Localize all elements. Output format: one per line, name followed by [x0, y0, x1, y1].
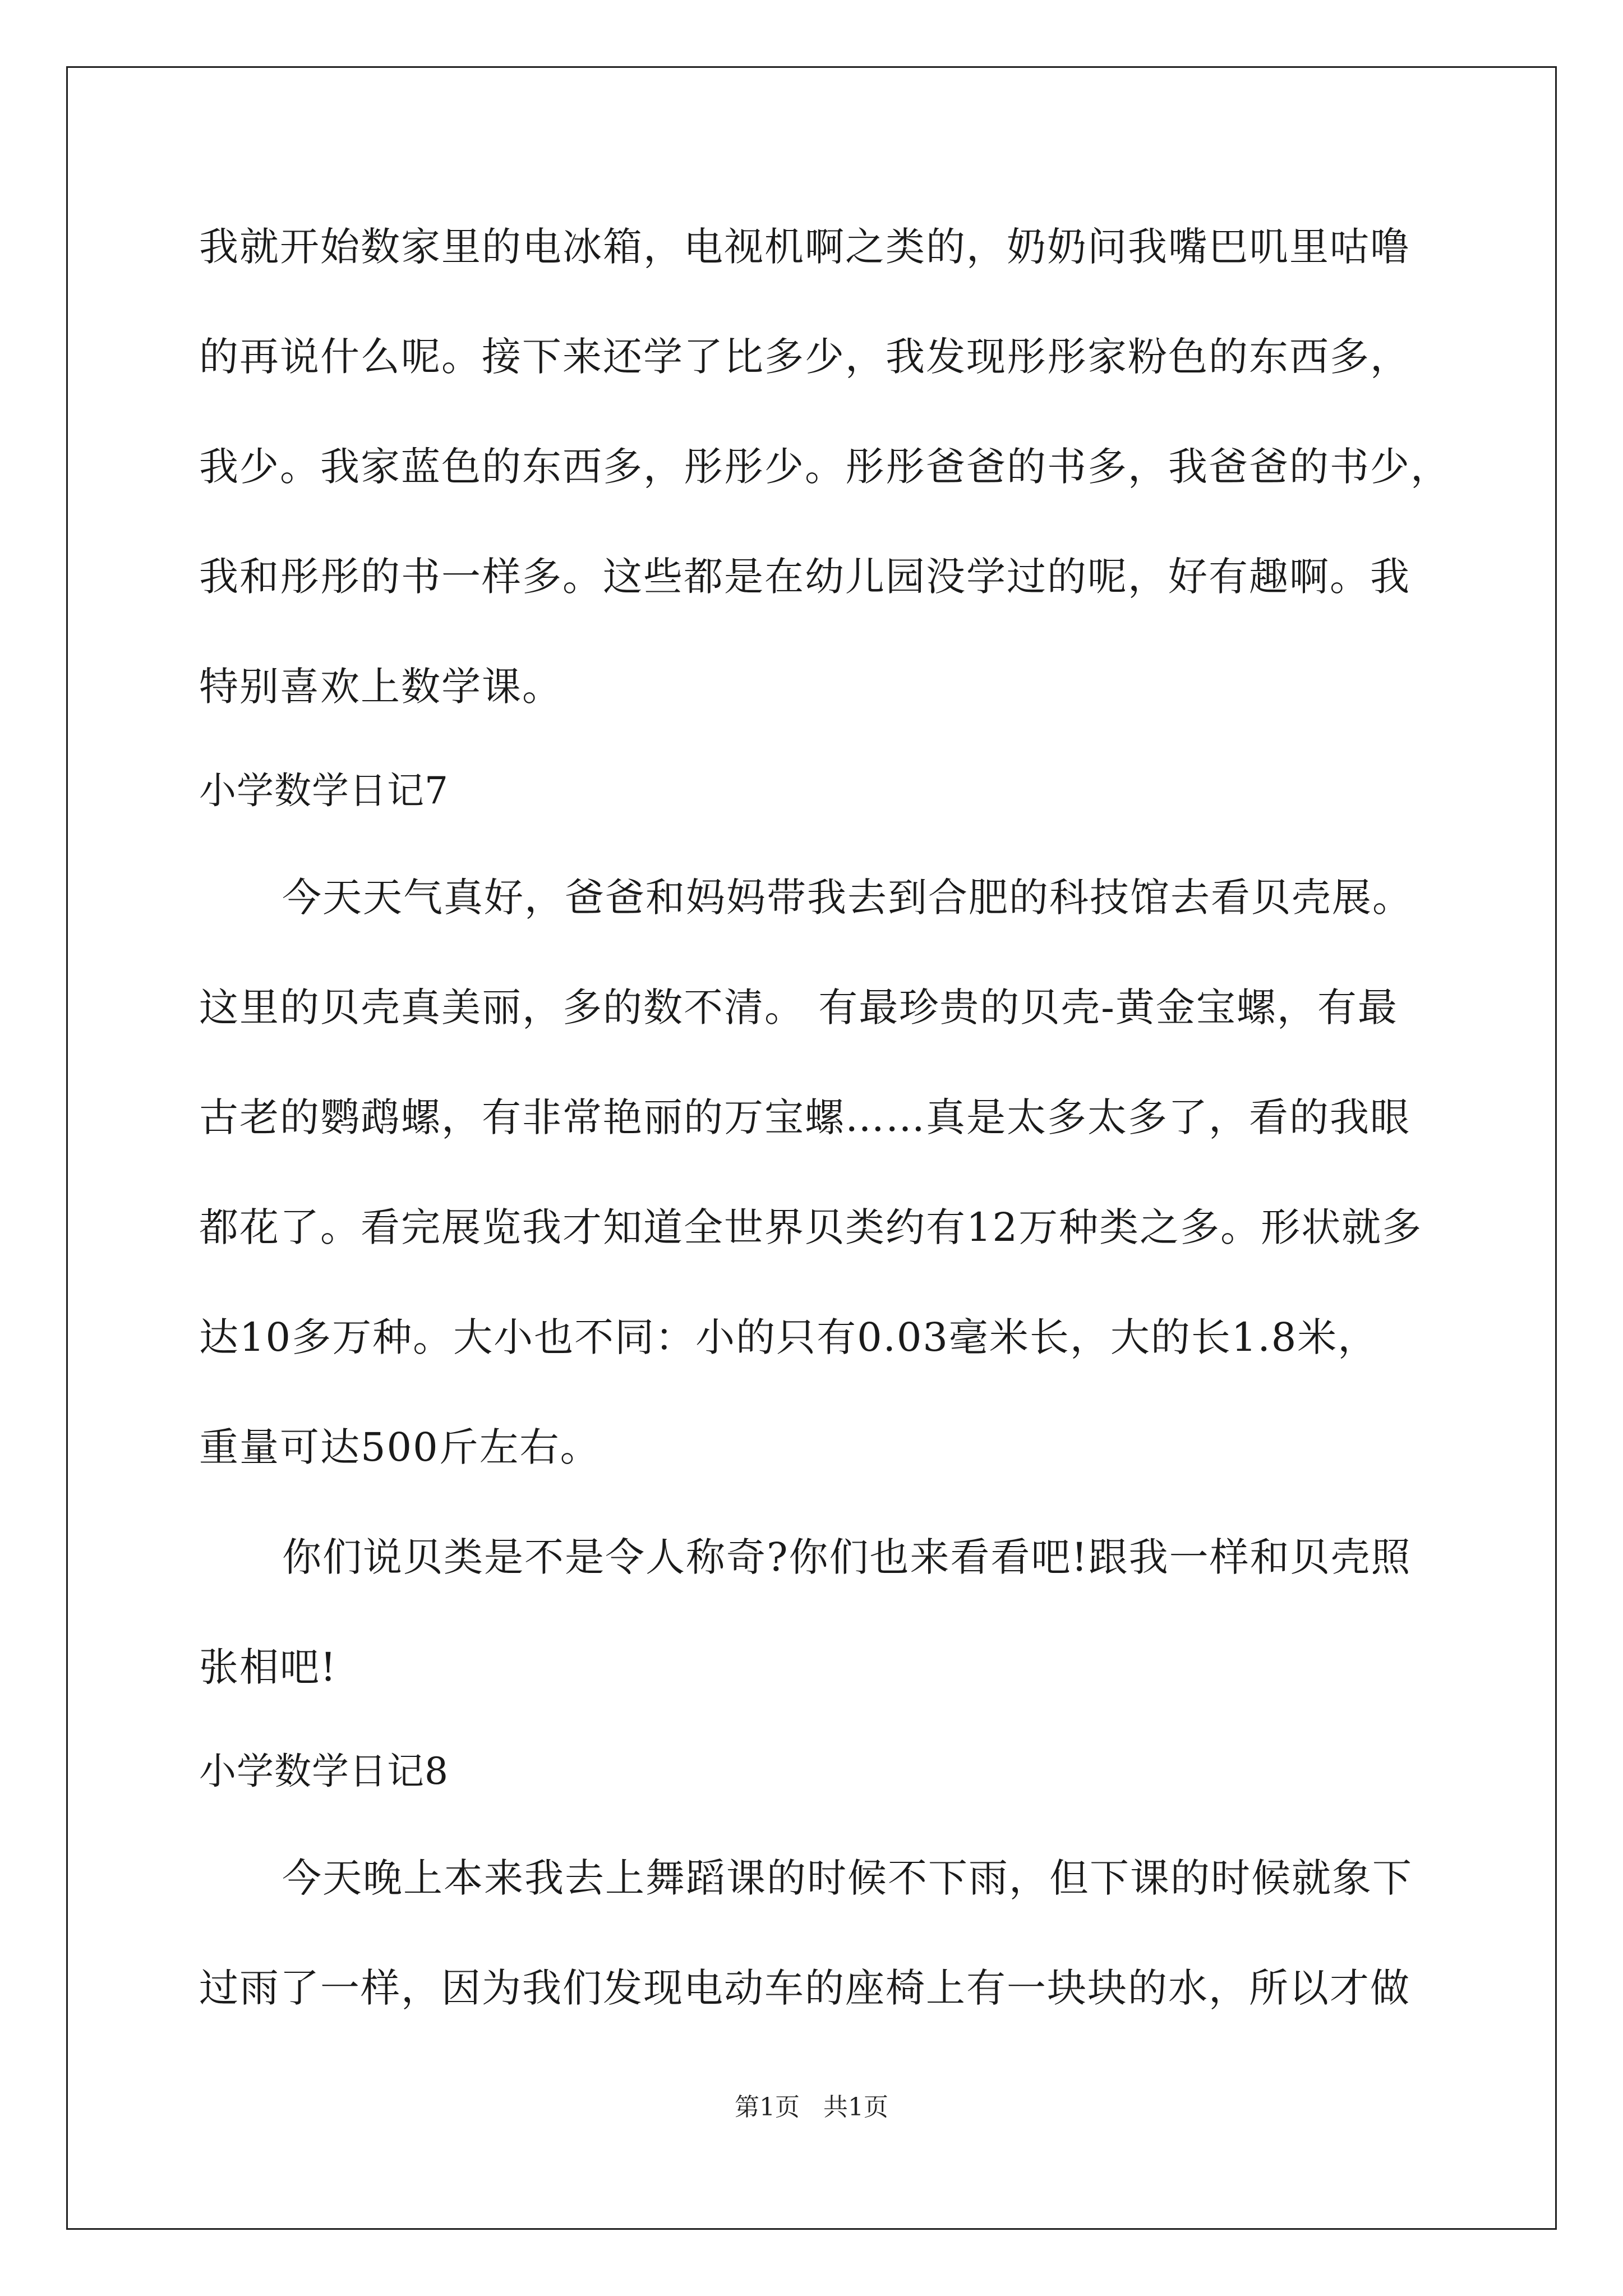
body-text-line: 这里的贝壳真美丽，多的数不清。 有最珍贵的贝壳-黄金宝螺，有最: [199, 984, 1398, 1030]
paragraph-first-line: 你们说贝类是不是令人称奇?你们也来看看吧!跟我一样和贝壳照: [282, 1534, 1412, 1580]
body-text-line: 达10多万种。大小也不同：小的只有0.03毫米长，大的长1.8米，: [199, 1314, 1378, 1360]
body-text-line: 我少。我家蓝色的东西多，彤彤少。彤彤爸爸的书多，我爸爸的书少，: [199, 444, 1451, 490]
paragraph-first-line: 今天天气真好，爸爸和妈妈带我去到合肥的科技馆去看贝壳展。: [282, 875, 1413, 921]
body-text-line: 张相吧!: [199, 1644, 338, 1690]
body-text-line: 我就开始数家里的电冰箱，电视机啊之类的，奶奶问我嘴巴叽里咕噜: [199, 224, 1410, 270]
body-text-line: 重量可达500斤左右。: [199, 1424, 601, 1470]
body-text-line: 我和彤彤的书一样多。这些都是在幼儿园没学过的呢，好有趣啊。我: [199, 554, 1410, 600]
section-heading: 小学数学日记7: [199, 769, 449, 812]
paragraph-first-line: 今天晚上本来我去上舞蹈课的时候不下雨，但下课的时候就象下: [282, 1855, 1413, 1901]
section-heading: 小学数学日记8: [199, 1750, 449, 1793]
body-text-line: 特别喜欢上数学课。: [199, 664, 562, 710]
body-text-line: 都花了。看完展览我才知道全世界贝类约有12万种类之多。形状就多: [199, 1204, 1423, 1250]
body-text-line: 的再说什么呢。接下来还学了比多少，我发现彤彤家粉色的东西多，: [199, 334, 1410, 380]
body-text-line: 过雨了一样，因为我们发现电动车的座椅上有一块块的水，所以才做: [199, 1965, 1410, 2011]
body-text-line: 古老的鹦鹉螺，有非常艳丽的万宝螺……真是太多太多了，看的我眼: [199, 1094, 1410, 1140]
page-footer: 第1页 共1页: [735, 2093, 888, 2122]
